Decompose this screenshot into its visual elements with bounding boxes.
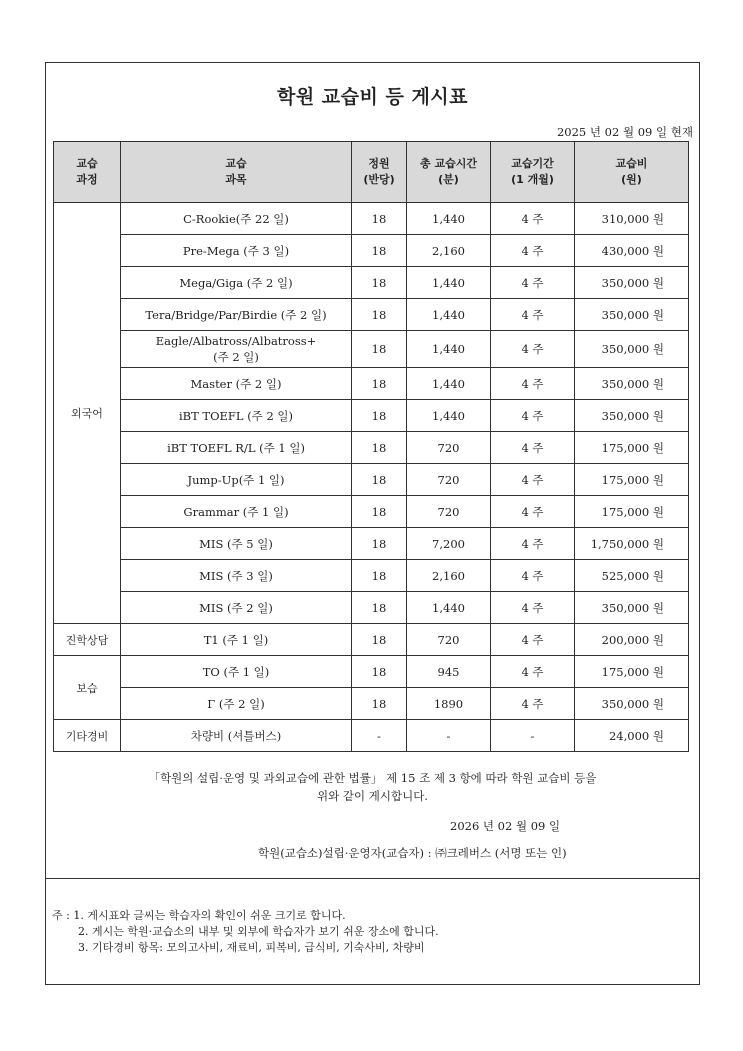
row-capacity: 18 [352,528,407,560]
row-period: 4 주 [491,592,575,624]
row-fee: 350,000 원 [575,331,689,368]
page-title: 학원 교습비 등 게시표 [276,86,469,108]
row-capacity: 18 [352,432,407,464]
row-subject: Γ (주 2 일) [121,688,352,720]
row-minutes: 1,440 [407,267,491,299]
table-row [54,464,689,496]
row-minutes: - [407,720,491,752]
table-row [54,432,689,464]
row-subject: Mega/Giga (주 2 일) [121,267,352,299]
table-row [54,203,689,235]
row-capacity: 18 [352,688,407,720]
row-period: 4 주 [491,560,575,592]
footnote-3: 3. 기타경비 항목: 모의고사비, 재료비, 피복비, 급식비, 기숙사비, 차량비 [78,941,425,954]
as-of-date: 2025 년 02 월 09 일 현재 [556,125,693,139]
row-minutes: 1,440 [407,299,491,331]
table-row [54,331,689,368]
table-row [54,592,689,624]
row-capacity: 18 [352,592,407,624]
row-fee: 175,000 원 [575,432,689,464]
row-minutes: 720 [407,624,491,656]
row-fee: 350,000 원 [575,688,689,720]
row-fee: 430,000 원 [575,235,689,267]
row-minutes: 1,440 [407,203,491,235]
row-subject: Grammar (주 1 일) [121,496,352,528]
row-minutes: 1,440 [407,331,491,368]
header-period: 교습기간 (1 개월) [491,142,575,203]
row-capacity: 18 [352,400,407,432]
row-fee: 350,000 원 [575,368,689,400]
row-subject: Pre-Mega (주 3 일) [121,235,352,267]
group-counsel: 진학상담 [54,624,121,656]
row-minutes: 1,440 [407,592,491,624]
group-misc: 기타경비 [54,720,121,752]
row-period: 4 주 [491,656,575,688]
row-period: 4 주 [491,267,575,299]
row-fee: 200,000 원 [575,624,689,656]
row-subject: MIS (주 5 일) [121,528,352,560]
row-fee: 175,000 원 [575,656,689,688]
footer-divider [45,878,700,879]
row-period: 4 주 [491,299,575,331]
table-row [54,496,689,528]
row-capacity: 18 [352,464,407,496]
header-course: 교습 과정 [54,142,121,203]
table-row [54,235,689,267]
row-minutes: 720 [407,496,491,528]
table-row [54,720,689,752]
row-subject: MIS (주 3 일) [121,560,352,592]
group-review: 보습 [54,656,121,720]
fee-table [53,141,689,752]
row-minutes: 1,440 [407,400,491,432]
row-fee: 175,000 원 [575,496,689,528]
row-subject: Tera/Bridge/Par/Birdie (주 2 일) [121,299,352,331]
row-capacity: 18 [352,624,407,656]
row-period: 4 주 [491,528,575,560]
table-row [54,400,689,432]
row-fee: 350,000 원 [575,592,689,624]
row-period: 4 주 [491,432,575,464]
row-period: 4 주 [491,368,575,400]
row-capacity: 18 [352,235,407,267]
row-subject: Jump-Up(주 1 일) [121,464,352,496]
legal-statement: 「학원의 설립·운영 및 과외교습에 관한 법률」 제 15 조 제 3 항에 따라 학원 교습비 등을 [148,771,597,785]
row-period: 4 주 [491,624,575,656]
footnotes [52,908,439,956]
row-subject: 차량비 (셔틀버스) [121,720,352,752]
row-subject: C-Rookie(주 22 일) [121,203,352,235]
table-row [54,267,689,299]
header-subject: 교습 과목 [121,142,352,203]
issue-date: 2026 년 02 월 09 일 [450,819,561,833]
row-period: 4 주 [491,331,575,368]
table-row [54,528,689,560]
row-period: 4 주 [491,400,575,432]
footnote-1: 주 : 1. 게시표와 글씨는 학습자의 확인이 쉬운 크기로 합니다. [52,909,346,922]
row-subject: iBT TOEFL R/L (주 1 일) [121,432,352,464]
row-fee: 310,000 원 [575,203,689,235]
row-minutes: 7,200 [407,528,491,560]
row-minutes: 720 [407,432,491,464]
row-period: 4 주 [491,235,575,267]
table-row [54,368,689,400]
header-fee: 교습비 (원) [575,142,689,203]
row-subject: T1 (주 1 일) [121,624,352,656]
row-subject: iBT TOEFL (주 2 일) [121,400,352,432]
row-minutes: 720 [407,464,491,496]
row-capacity: 18 [352,331,407,368]
table-row [54,624,689,656]
table-row [54,656,689,688]
row-capacity: 18 [352,496,407,528]
footnote-2: 2. 게시는 학원·교습소의 내부 및 외부에 학습자가 보기 쉬운 장소에 합니다. [78,925,439,938]
table-row [54,688,689,720]
row-capacity: 18 [352,203,407,235]
row-subject: TO (주 1 일) [121,656,352,688]
row-capacity: 18 [352,368,407,400]
row-capacity: 18 [352,560,407,592]
row-capacity: 18 [352,299,407,331]
row-subject: Master (주 2 일) [121,368,352,400]
row-minutes: 1890 [407,688,491,720]
row-minutes: 2,160 [407,560,491,592]
legal-statement-cont: 위와 같이 게시합니다. [317,789,428,803]
row-period: 4 주 [491,688,575,720]
row-period: 4 주 [491,203,575,235]
group-foreign: 외국어 [54,203,121,624]
operator-signature: 학원(교습소)설립·운영자(교습자) : ㈜크레버스 (서명 또는 인) [258,846,567,860]
row-fee: 350,000 원 [575,267,689,299]
header-capacity: 정원 (반당) [352,142,407,203]
row-fee: 350,000 원 [575,400,689,432]
row-period: 4 주 [491,496,575,528]
header-total-time: 총 교습시간 (분) [407,142,491,203]
row-fee: 525,000 원 [575,560,689,592]
row-subject: MIS (주 2 일) [121,592,352,624]
row-minutes: 945 [407,656,491,688]
row-fee: 350,000 원 [575,299,689,331]
table-row [54,299,689,331]
row-minutes: 2,160 [407,235,491,267]
row-fee: 175,000 원 [575,464,689,496]
row-minutes: 1,440 [407,368,491,400]
table-header-row [54,142,689,203]
row-period: - [491,720,575,752]
row-fee: 24,000 원 [575,720,689,752]
table-row [54,560,689,592]
row-capacity: 18 [352,267,407,299]
row-subject: Eagle/Albatross/Albatross+ (주 2 일) [121,331,352,368]
row-capacity: 18 [352,656,407,688]
row-period: 4 주 [491,464,575,496]
row-fee: 1,750,000 원 [575,528,689,560]
row-capacity: - [352,720,407,752]
